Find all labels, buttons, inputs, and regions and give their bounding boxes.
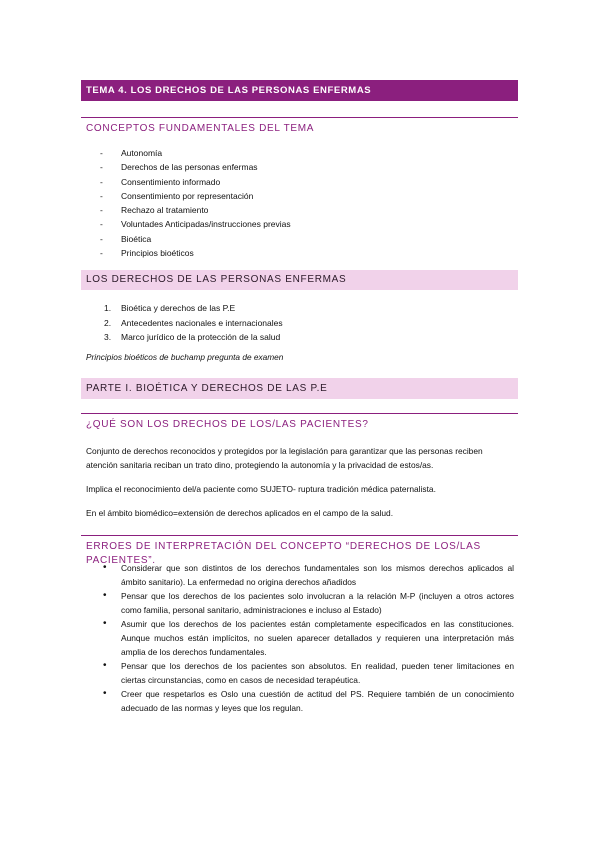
parte1-heading: PARTE I. BIOÉTICA Y DERECHOS DE LAS P.E [81, 378, 518, 399]
list-item [100, 316, 283, 331]
list-item: • Pensar que los derechos de los pacientes solo involucran a la relación M-P (incluyen a otros actores como familia, personal sanitario, administraciones e incluso al Estado) [103, 589, 514, 617]
conceptos-heading: CONCEPTOS FUNDAMENTALES DEL TEMA [86, 123, 315, 134]
list-item [100, 301, 283, 316]
derechos-list [100, 301, 283, 345]
page-title: TEMA 4. LOS DRECHOS DE LAS PERSONAS ENFERMAS [81, 80, 518, 101]
item-text: Bioética y derechos de las P.E [121, 303, 236, 313]
section-rule [81, 535, 518, 536]
item-number: 2. [104, 317, 112, 328]
errores-list [103, 561, 514, 715]
item-number: 1. [104, 303, 112, 313]
paragraph-line: Conjunto de derechos reconocidos y protegidos por la legislación para garantizar que las personas reciben [86, 446, 483, 456]
list-item [100, 330, 283, 345]
list-item: - Consentimiento informado [100, 175, 291, 189]
section-rule [81, 413, 518, 414]
list-item: - Rechazo al tratamiento [100, 203, 291, 217]
list-item: - Voluntades Anticipadas/instrucciones previas [100, 217, 291, 231]
list-item: - Bioética [100, 232, 291, 246]
list-item: • Asumir que los derechos de los pacientes están completamente especificados en las constituciones. Aunque muchos están implícitos, no suelen aparecer detallados y requieren una interpretación más amplia de los derechos fundamentales. [103, 617, 514, 659]
item-number: 3. [104, 332, 112, 343]
list-item: - Consentimiento por representación [100, 189, 291, 203]
que-son-heading: ¿QUÉ SON LOS DRECHOS DE LOS/LAS PACIENTES? [86, 419, 369, 430]
biomedico-paragraph: En el ámbito biomédico=extensión de derechos aplicados en el campo de la salud. [86, 508, 394, 518]
list-item: - Autonomía [100, 146, 291, 160]
list-item: • Considerar que son distintos de los derechos fundamentales son los mismos derechos aplicados al ámbito sanitario). La enfermedad no origina derechos añadidos [103, 561, 514, 589]
derechos-heading: LOS DERECHOS DE LAS PERSONAS ENFERMAS [81, 270, 518, 290]
list-item: • Pensar que los derechos de los pacientes son absolutos. En realidad, pueden tener limitaciones en ciertas circunstancias, como en casos de necesidad terapéutica. [103, 659, 514, 687]
section-rule [81, 117, 518, 118]
definition-paragraph [86, 444, 513, 472]
exam-note: Principios bioéticos de buchamp pregunta de examen [86, 352, 284, 362]
conceptos-list [100, 146, 291, 260]
list-item: - Principios bioéticos [100, 246, 291, 260]
item-text: Antecedentes nacionales e internacionales [121, 317, 283, 328]
errores-heading: ERROES DE INTERPRETACIÓN DEL CONCEPTO “DERECHOS DE LOS/LAS PACIENTES”. [86, 541, 481, 566]
item-text: Marco jurídico de la protección de la salud [121, 332, 281, 343]
list-item: - Derechos de las personas enfermas [100, 160, 291, 174]
sujeto-paragraph: Implica el reconocimiento del/a paciente como SUJETO- ruptura tradición médica paternalista. [86, 484, 436, 494]
list-item: • Creer que respetarlos es Oslo una cuestión de actitud del PS. Requiere también de un conocimiento adecuado de las normas y leyes que los regulan. [103, 687, 514, 715]
paragraph-line: atención sanitaria reciban un trato dino, protegiendo la autonomía y la privacidad de estos/as. [86, 460, 434, 470]
